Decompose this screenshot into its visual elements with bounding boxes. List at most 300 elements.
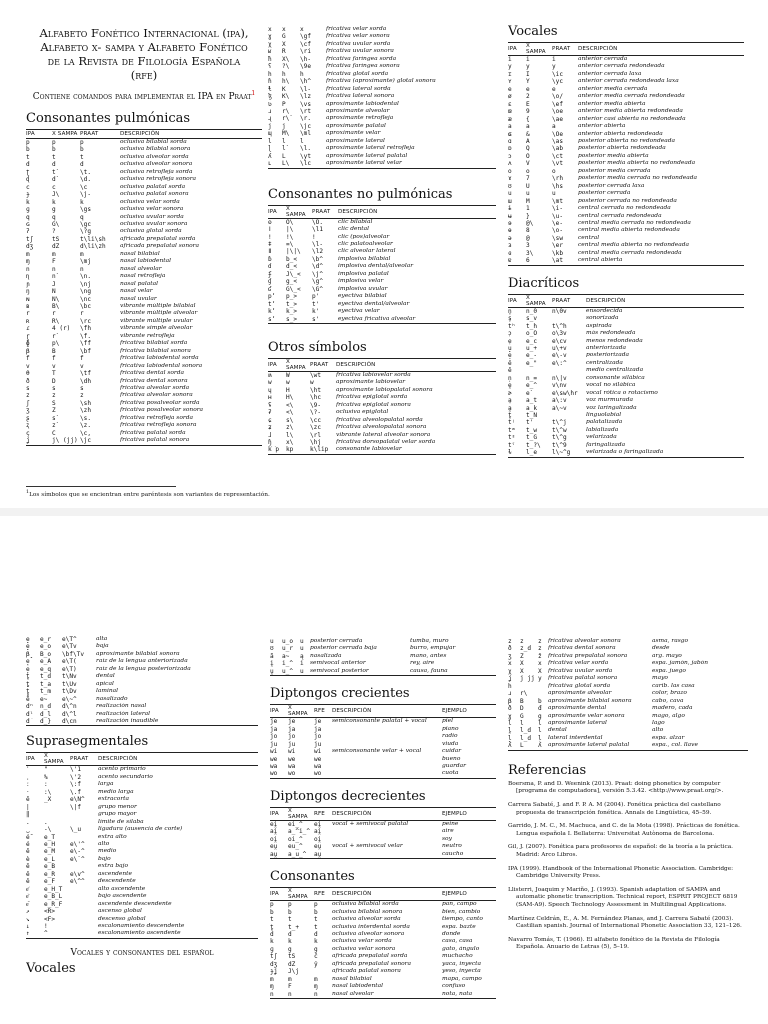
- table-cell: d\^l: [62, 710, 77, 718]
- table-cell: n\|v: [552, 374, 567, 382]
- table-cell: \9-: [310, 401, 322, 409]
- table-cell: ə: [508, 234, 512, 242]
- table-cell: 3\: [526, 249, 534, 257]
- table-cell: q: [52, 213, 56, 221]
- table-cell: ʘ: [268, 218, 272, 226]
- table-cell: =\: [286, 240, 294, 248]
- table-cell: ja: [270, 725, 278, 733]
- table-cell: donde: [442, 930, 461, 937]
- table-cell: m: [80, 250, 84, 258]
- table-cell: ē: [26, 848, 30, 856]
- table-row: [26, 437, 262, 445]
- table-row: [26, 878, 258, 885]
- table-cell: u̟: [508, 344, 512, 352]
- footnote-rule: [26, 486, 176, 487]
- table-cell: ẽ: [26, 695, 30, 703]
- table-row: [270, 968, 496, 975]
- table-cell: O: [526, 152, 530, 160]
- table-cell: posterior cerrada: [578, 190, 631, 197]
- table-cell: g_<: [286, 278, 298, 286]
- table-cell: e_B: [44, 863, 56, 871]
- table-cell: [332, 836, 442, 843]
- table-cell: n: [270, 991, 288, 999]
- table-cell: tˠ: [508, 434, 516, 442]
- table-cell: |\: [286, 226, 294, 234]
- table-cell: e̘: [26, 658, 30, 666]
- column-header: X SAMPA: [288, 807, 314, 820]
- table-cell: posterior cerrada: [310, 638, 363, 644]
- table-cell: \l1: [312, 226, 324, 234]
- table-cell: χ: [268, 40, 272, 48]
- table-cell: ʎ: [538, 742, 548, 750]
- table-cell: [538, 683, 548, 690]
- table-row: [508, 63, 744, 70]
- table-cell: a_k: [526, 404, 538, 412]
- section-title: Diacríticos: [508, 275, 580, 291]
- table-cell: oclusiva epiglotal: [336, 409, 389, 416]
- table-row: [26, 893, 258, 900]
- table-cell: espa. alzar: [652, 734, 685, 741]
- table-row: [508, 213, 744, 220]
- table-cell: ɰ: [268, 130, 272, 138]
- table-cell: oclusiva alveolar sonora: [120, 161, 193, 168]
- table-cell: larga: [98, 781, 114, 788]
- column-header: EJEMPLO: [442, 705, 496, 718]
- table-cell: [552, 412, 586, 419]
- table-cell: ʎ: [268, 152, 272, 160]
- table-row: [508, 338, 744, 345]
- reference-item: Martínez Celdrán, E., A. M. Fernández Planas, and J. Carrera Sabaté (2003). Castilian spanish. Journal of International Phonetic Association 33, 121–126.: [508, 915, 742, 930]
- other-symbols-table: [268, 358, 496, 455]
- table-cell: vibrante múltiple alveolar: [120, 310, 198, 317]
- table-cell: ɤ: [508, 175, 512, 183]
- table-cell: ʝ: [26, 437, 52, 445]
- table-cell: G\_<: [286, 285, 301, 293]
- table-cell: n̩: [508, 374, 512, 382]
- table-row: [508, 101, 744, 108]
- table-cell: t_d: [40, 673, 52, 681]
- table-cell: [332, 851, 442, 859]
- section-title: Suprasegmentales: [26, 734, 149, 750]
- table-row: [508, 397, 744, 404]
- table-row: [26, 400, 262, 407]
- table-row: [508, 390, 744, 397]
- column-header: DESCRIPCIÓN: [98, 753, 258, 766]
- table-row: [26, 711, 258, 718]
- table-cell: centralizada: [586, 359, 623, 366]
- table-cell: ɠ: [268, 278, 272, 286]
- table-cell: l: [538, 727, 542, 735]
- table-row: [26, 385, 262, 392]
- table-cell: e̝: [26, 636, 30, 643]
- table-cell: n: [80, 265, 84, 273]
- table-cell: \G^: [312, 285, 324, 293]
- table-cell: posterior cerrada no redondeada: [578, 197, 677, 204]
- table-cell: Z: [520, 652, 524, 660]
- table-cell: X\: [282, 55, 290, 63]
- table-header: [268, 205, 496, 218]
- table-cell: 7: [526, 175, 530, 183]
- table-row: [268, 130, 496, 137]
- table-row: [508, 683, 748, 690]
- table-row: [270, 733, 496, 740]
- table-cell: ʎ: [508, 742, 520, 750]
- table-cell: posterior media cerrada: [578, 167, 651, 174]
- table-cell: anterior media abierta redondeada: [578, 108, 683, 115]
- table-cell: \?-: [310, 409, 322, 417]
- table-cell: F: [288, 983, 292, 991]
- table-cell: \cf: [300, 40, 312, 48]
- table-cell: t: [270, 916, 274, 924]
- column-header: X SAMPA: [288, 705, 314, 718]
- table-cell: ɕ: [268, 416, 272, 424]
- table-cell: t: [288, 916, 292, 924]
- table-cell: e\T): [62, 665, 77, 673]
- table-row: [26, 673, 258, 680]
- table-row: [26, 774, 258, 781]
- table-row: [26, 681, 258, 688]
- table-cell: G: [282, 33, 286, 41]
- table-row: [508, 183, 744, 190]
- table-cell: -\: [44, 826, 52, 834]
- table-cell: eyectiva dental/alveolar: [338, 300, 410, 307]
- table-cell: a: [508, 123, 512, 131]
- table-cell: fricativa velar sorda: [326, 26, 387, 32]
- table-cell: fricativa retrofleja sorda: [120, 414, 193, 421]
- table-cell: oclusiva alveolar sorda: [332, 916, 401, 923]
- table-cell: anterior media cerrada redondeada: [578, 93, 685, 100]
- table-cell: ɞ: [508, 249, 512, 257]
- table-row: [26, 856, 258, 863]
- table-cell: ʑ: [268, 424, 272, 432]
- table-cell: [70, 930, 98, 938]
- table-cell: ĕ: [508, 367, 512, 375]
- table-row: [270, 660, 496, 667]
- table-cell: \hc: [310, 394, 322, 402]
- table-cell: \zc: [310, 424, 322, 432]
- table-cell: z: [26, 392, 30, 400]
- table-cell: central: [578, 234, 600, 241]
- table-cell: ʂ: [26, 414, 30, 422]
- table-cell: \bf: [80, 347, 92, 355]
- table-row: [508, 205, 744, 212]
- table-cell: u: [552, 190, 556, 198]
- table-cell: w: [286, 379, 290, 387]
- table-row: [268, 26, 496, 33]
- table-cell: escalonamiento descendente: [98, 922, 185, 929]
- table-cell: oclusiva bilabial sorda: [120, 139, 187, 145]
- table-cell: e̯: [508, 382, 512, 390]
- table-cell: b: [270, 908, 274, 916]
- table-row: [26, 766, 258, 774]
- table-cell: l: [282, 137, 286, 145]
- table-cell: ei_^: [288, 820, 303, 828]
- table-cell: t: [314, 923, 318, 931]
- table-cell: ʊ: [508, 182, 512, 190]
- table-cell: anterior abierta redondeada: [578, 130, 663, 137]
- fricatives-table: [268, 26, 496, 169]
- table-cell: j jj: [520, 675, 535, 683]
- table-cell: d_<: [286, 263, 298, 271]
- doc-title: [26, 26, 262, 82]
- table-cell: implosiva velar: [338, 278, 384, 285]
- table-cell: ˈ: [26, 766, 30, 774]
- table-cell: q: [26, 213, 30, 221]
- table-row: [270, 953, 496, 960]
- table-cell: au̯: [270, 851, 288, 859]
- table-cell: aproximante labiovelar: [336, 379, 406, 386]
- table-cell: u: [300, 638, 304, 645]
- table-cell: tS: [52, 235, 60, 243]
- table-cell: palatalizada: [586, 419, 623, 426]
- table-cell: d_l: [40, 710, 52, 718]
- reference-item: IPA (1999). Handbook of the International Phonetic Association. Cambridge: Cambridge University Press.: [508, 865, 734, 880]
- table-row: [508, 690, 748, 697]
- table-cell: U: [526, 182, 530, 190]
- table-cell: f: [26, 355, 30, 363]
- table-row: [508, 442, 744, 449]
- table-cell: \f.: [80, 332, 92, 340]
- table-cell: ɻ: [268, 115, 272, 123]
- table-cell: ɴ: [26, 295, 30, 303]
- table-cell: ascendente descendente: [98, 900, 172, 907]
- table-cell: a̤: [508, 397, 512, 405]
- table-cell: k: [314, 938, 318, 946]
- table-cell: aproximante lateral retrofleja: [326, 145, 415, 152]
- table-cell: u: [270, 638, 274, 645]
- table-row: [508, 330, 744, 337]
- table-cell: nasal retrofleja: [120, 273, 166, 280]
- table-cell: tʼ: [268, 300, 276, 308]
- table-cell: aproximante bilabial sonora: [96, 650, 180, 657]
- table-cell: X: [520, 660, 524, 668]
- table-row: [26, 908, 258, 915]
- table-cell: oclusiva bilabial sorda: [332, 901, 399, 908]
- table-cell: |\|\: [286, 248, 301, 256]
- table-cell: jo: [270, 733, 278, 741]
- table-cell: wi: [270, 748, 278, 756]
- table-cell: ʄ: [268, 270, 272, 278]
- table-cell: ei̯: [270, 820, 278, 828]
- table-cell: u̯: [270, 668, 282, 676]
- table-cell: central abierta: [578, 257, 744, 265]
- table-cell: \h-: [300, 55, 312, 63]
- table-cell: aproximante lateral: [548, 719, 607, 726]
- table-cell: e\cv: [552, 337, 567, 345]
- table-cell: oclusiva bilabial sonora: [332, 908, 403, 915]
- table-cell: t\^w: [552, 426, 567, 434]
- table-row: [508, 735, 748, 742]
- table-cell: z: [538, 638, 542, 645]
- table-cell: espa. juego: [652, 667, 686, 674]
- table-cell: e\-v: [552, 352, 567, 360]
- table-cell: nasal bilabial: [120, 250, 160, 257]
- table-cell: \l-: [312, 240, 324, 248]
- table-cell: k: [52, 198, 56, 206]
- table-cell: alto: [98, 840, 110, 847]
- table-cell: e_c: [526, 337, 538, 345]
- table-cell: \mt: [552, 197, 564, 205]
- table-cell: r\: [520, 690, 528, 698]
- table-cell: n: [26, 265, 30, 273]
- reference-item: Navarro Tomás, T. (1966). El alfabeto fonético de la Revista de Filología Española. Anuario de Letras (5), 5–19.: [508, 936, 720, 951]
- table-cell: posterior media cerrada no redondeada: [578, 175, 698, 182]
- table-cell: p_>: [286, 293, 298, 301]
- table-cell: t\^g: [552, 434, 567, 442]
- table-cell: \zh: [80, 407, 92, 415]
- table-cell: \e-: [552, 219, 564, 227]
- table-cell: l_d: [520, 727, 532, 735]
- table-cell: !: [44, 922, 48, 930]
- table-row: [508, 160, 744, 167]
- table-cell: c: [52, 183, 56, 191]
- table-cell: l_d: [520, 734, 532, 742]
- table-cell: e_L: [44, 855, 56, 863]
- table-row: [26, 348, 262, 355]
- reference-item: Llisterri, Joaquim y Mariño, J. (1993). Spanish adaptation of SAMPA and automatic phonetic transcription. Technical report, ESPRIT PROJECT 6819 (SAM-A9). Speech Technology Assessment in Multilingual Applications.: [508, 886, 738, 908]
- table-row: [508, 419, 744, 426]
- table-row: [508, 56, 744, 64]
- middle-column: [268, 0, 496, 508]
- table-cell: vibrante lateral alveolar sonora: [336, 431, 431, 438]
- table-row: [26, 206, 262, 213]
- table-cell: {: [526, 115, 530, 123]
- table-cell: \o-: [552, 227, 564, 235]
- table-cell: \tf: [80, 370, 92, 378]
- column-header: IPA: [508, 294, 526, 307]
- table-cell: [70, 834, 98, 841]
- table-cell: ": [44, 766, 48, 774]
- table-cell: [70, 923, 98, 930]
- table-cell: \kb: [552, 249, 564, 257]
- table-cell: fricativa dental sorda: [120, 370, 185, 377]
- section-title: Consonantes no pulmónicas: [268, 186, 453, 202]
- table-cell: fricativa palatal sonora: [548, 675, 618, 682]
- table-cell: \_u: [70, 826, 82, 834]
- table-cell: z_d: [520, 645, 532, 653]
- table-cell: ɑ: [508, 137, 512, 145]
- table-row: [508, 175, 744, 182]
- table-cell: au̯: [314, 851, 332, 859]
- table-row: [26, 826, 258, 833]
- table-cell: l\~^g: [552, 449, 586, 457]
- table-cell: m: [26, 250, 30, 258]
- table-row: [26, 363, 262, 370]
- table-cell: y: [526, 63, 530, 71]
- table-cell: ː: [26, 781, 30, 789]
- table-cell: oclusiva uvular sorda: [120, 213, 184, 220]
- table-cell: ʟ: [268, 160, 282, 168]
- table-cell: central cerrada redondeada: [578, 212, 662, 219]
- table-cell: fricativa uvular sorda: [548, 667, 613, 674]
- table-cell: e\-^: [70, 848, 85, 856]
- table-cell: u_+: [526, 344, 538, 352]
- table-cell: R: [282, 48, 286, 56]
- table-cell: .: [44, 818, 48, 826]
- table-cell: fricativa epiglotal sorda: [336, 394, 408, 401]
- table-row: [26, 325, 262, 332]
- table-cell: t': [526, 419, 534, 427]
- table-cell: l̪: [508, 727, 512, 735]
- table-cell: ǂ: [268, 240, 272, 248]
- table-cell: .: [26, 818, 30, 826]
- table-row: [26, 258, 262, 265]
- table-cell: soy: [442, 835, 452, 842]
- table-cell: p: [52, 139, 56, 146]
- table-cell: ê: [26, 878, 30, 886]
- table-cell: anterior cerrada laxa: [578, 70, 642, 77]
- table-row: [508, 675, 748, 682]
- table-cell: B\: [52, 302, 60, 310]
- table-cell: \n.: [80, 273, 92, 281]
- table-cell: grupo menor: [98, 803, 137, 810]
- table-cell: d: [270, 930, 274, 938]
- table-row: [508, 227, 744, 234]
- table-row: [268, 108, 496, 115]
- table-row: [26, 355, 262, 362]
- table-cell: \rt: [300, 107, 312, 115]
- table-cell: descendente: [98, 878, 136, 885]
- table-cell: \yt: [300, 152, 312, 160]
- table-cell: oi̯: [314, 835, 322, 843]
- table-cell: central media abierta redondeada: [578, 227, 680, 234]
- table-cell: fricativa retrofleja sonora: [120, 422, 197, 429]
- table-cell: F: [52, 258, 56, 266]
- table-cell: ɒ: [508, 145, 512, 153]
- table-cell: fricativa glotal sorda: [548, 682, 611, 689]
- table-cell: jo: [314, 733, 322, 741]
- table-row: [268, 446, 496, 454]
- table-cell: [70, 908, 98, 915]
- table-cell: β̞: [26, 650, 30, 658]
- table-cell: tˤ: [508, 441, 516, 449]
- table-row: [508, 108, 744, 115]
- table-cell: aproximante lateral: [326, 137, 385, 144]
- table-row: [270, 741, 496, 748]
- table-cell: vibrante múltiple bilabial: [120, 302, 196, 309]
- table-cell: jo: [288, 733, 296, 741]
- table-cell: [70, 916, 98, 923]
- diacritics-table: [508, 294, 744, 458]
- table-cell: e\Tv: [62, 643, 77, 651]
- column-header: PRAAT: [552, 294, 586, 307]
- right-column: [508, 0, 744, 508]
- column-header: PRAAT: [312, 205, 338, 218]
- table-cell: a: [552, 123, 556, 131]
- table-cell: é: [26, 840, 30, 848]
- table-cell: ˌ: [26, 773, 30, 781]
- table-cell: \rc: [80, 317, 92, 325]
- table-cell: vocal + semivocal velar: [332, 843, 403, 850]
- table-cell: ɡ: [26, 206, 30, 214]
- table-cell: ɬ: [268, 85, 272, 93]
- table-cell: o\3v: [552, 330, 567, 338]
- table-cell: [332, 763, 442, 770]
- table-cell: z: [508, 638, 512, 645]
- column-header: RFE: [314, 705, 332, 718]
- table-cell: sʼ: [268, 316, 286, 324]
- table-cell: nasal bilabial: [332, 975, 372, 982]
- table-cell: n\0v: [552, 307, 567, 315]
- table-cell: L\: [282, 160, 300, 168]
- table-cell: d\^n: [62, 703, 77, 711]
- column-header: PRAAT: [552, 43, 578, 56]
- table-cell: \c,: [80, 429, 92, 437]
- table-cell: oclusiva alveolar sorda: [120, 153, 189, 160]
- table-cell: :: [44, 781, 48, 789]
- table-cell: j: [268, 122, 272, 130]
- table-cell: ɮ: [268, 93, 272, 101]
